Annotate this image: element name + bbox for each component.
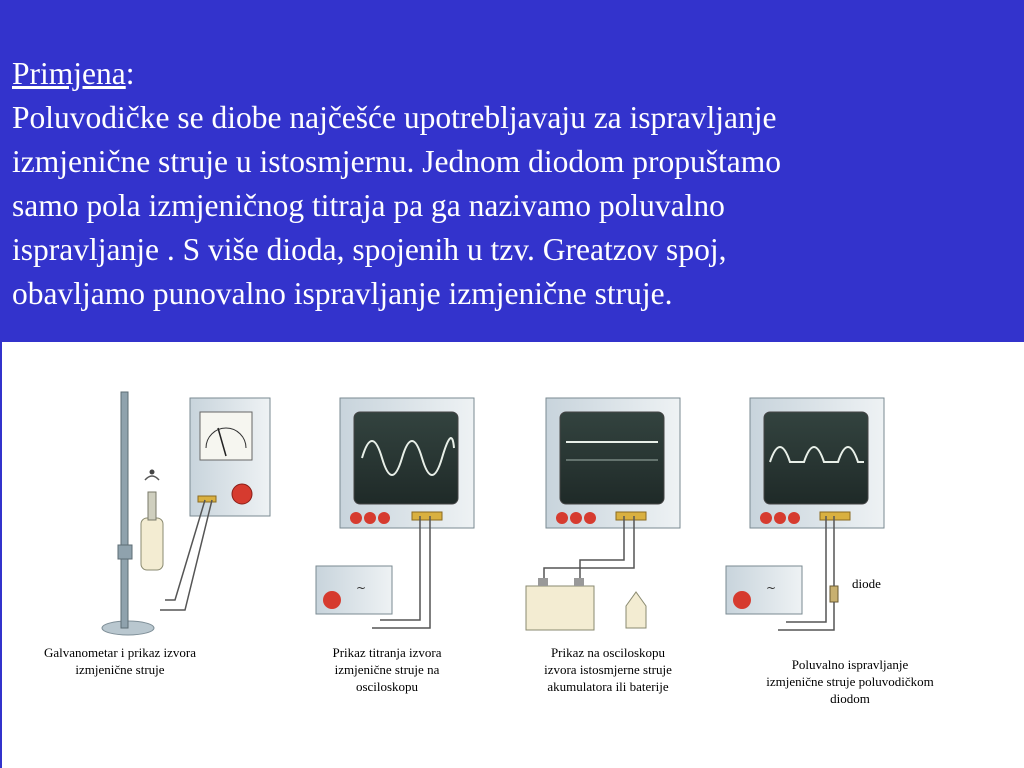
caption-line: Prikaz titranja izvora [332,645,442,660]
oscilloscope-screen [764,412,868,504]
battery-terminal [574,578,584,586]
accumulator-box [526,586,594,630]
caption-line: Prikaz na osciloskopu [550,645,666,660]
caption-line: osciloskopu [355,679,419,694]
heading-link[interactable]: Primjena [12,56,126,91]
diode-icon [830,586,838,602]
ac-symbol-icon: ~ [766,581,777,595]
knob-icon [584,512,596,524]
shaft-tip [150,470,155,475]
knob-icon [350,512,362,524]
knob-icon [323,591,341,609]
knob-icon [733,591,751,609]
stand-rod [121,392,128,628]
caption-line: diodom [830,691,870,706]
battery-cell [626,592,646,628]
caption-line: akumulatora ili baterije [547,679,669,694]
terminal [198,496,216,502]
ac-symbol-icon: ~ [356,581,367,595]
knob-icon [232,484,252,504]
oscilloscope-screen [560,412,664,504]
diode-label: diode [852,576,881,591]
knob-icon [556,512,568,524]
caption-line: izvora istosmjerne struje [544,662,672,677]
terminal [616,512,646,520]
caption-line: Galvanometar i prikaz izvora [44,645,196,660]
caption-line: Poluvalno ispravljanje [791,657,909,672]
knob-icon [364,512,376,524]
body-line-5: obavljamo punovalno ispravljanje izmjenične struje. [12,276,673,311]
battery-terminal [538,578,548,586]
knob-icon [760,512,772,524]
figure-galvanometer [102,392,270,635]
terminal [820,512,850,520]
knob-icon [788,512,800,524]
galvanometer-dial [200,412,252,460]
terminal [412,512,442,520]
body-line-3: samo pola izmjeničnog titraja pa ga nazivamo poluvalno [12,188,725,223]
caption-oscilloscope-dc [508,644,708,695]
figure-oscilloscope-dc [526,398,680,630]
body-line-2: izmjenične struje u istosmjernu. Jednom diodom propuštamo [12,144,782,179]
figure-half-wave [726,398,884,630]
stand-clamp [118,545,132,559]
caption-oscilloscope-ac [292,644,482,695]
knob-icon [570,512,582,524]
generator [141,518,163,570]
knob-icon [774,512,786,524]
caption-line: izmjenične struje na [334,662,440,677]
caption-galvanometer [10,644,230,678]
heading-colon: : [125,56,135,91]
caption-half-wave [730,656,970,707]
body-line-1: Poluvodičke se diobe najčešće upotrebljavaju za ispravljanje [12,100,777,135]
caption-line: izmjenične struje poluvodičkom [766,674,934,689]
body-line-4: ispravljanje . S više dioda, spojenih u tzv. Greatzov spoj, [12,232,727,267]
caption-line: izmjenične struje [75,662,165,677]
figure-oscilloscope-ac [316,398,474,628]
rotation-arrow-icon [145,476,159,480]
knob-icon [378,512,390,524]
generator-shaft [148,492,156,520]
